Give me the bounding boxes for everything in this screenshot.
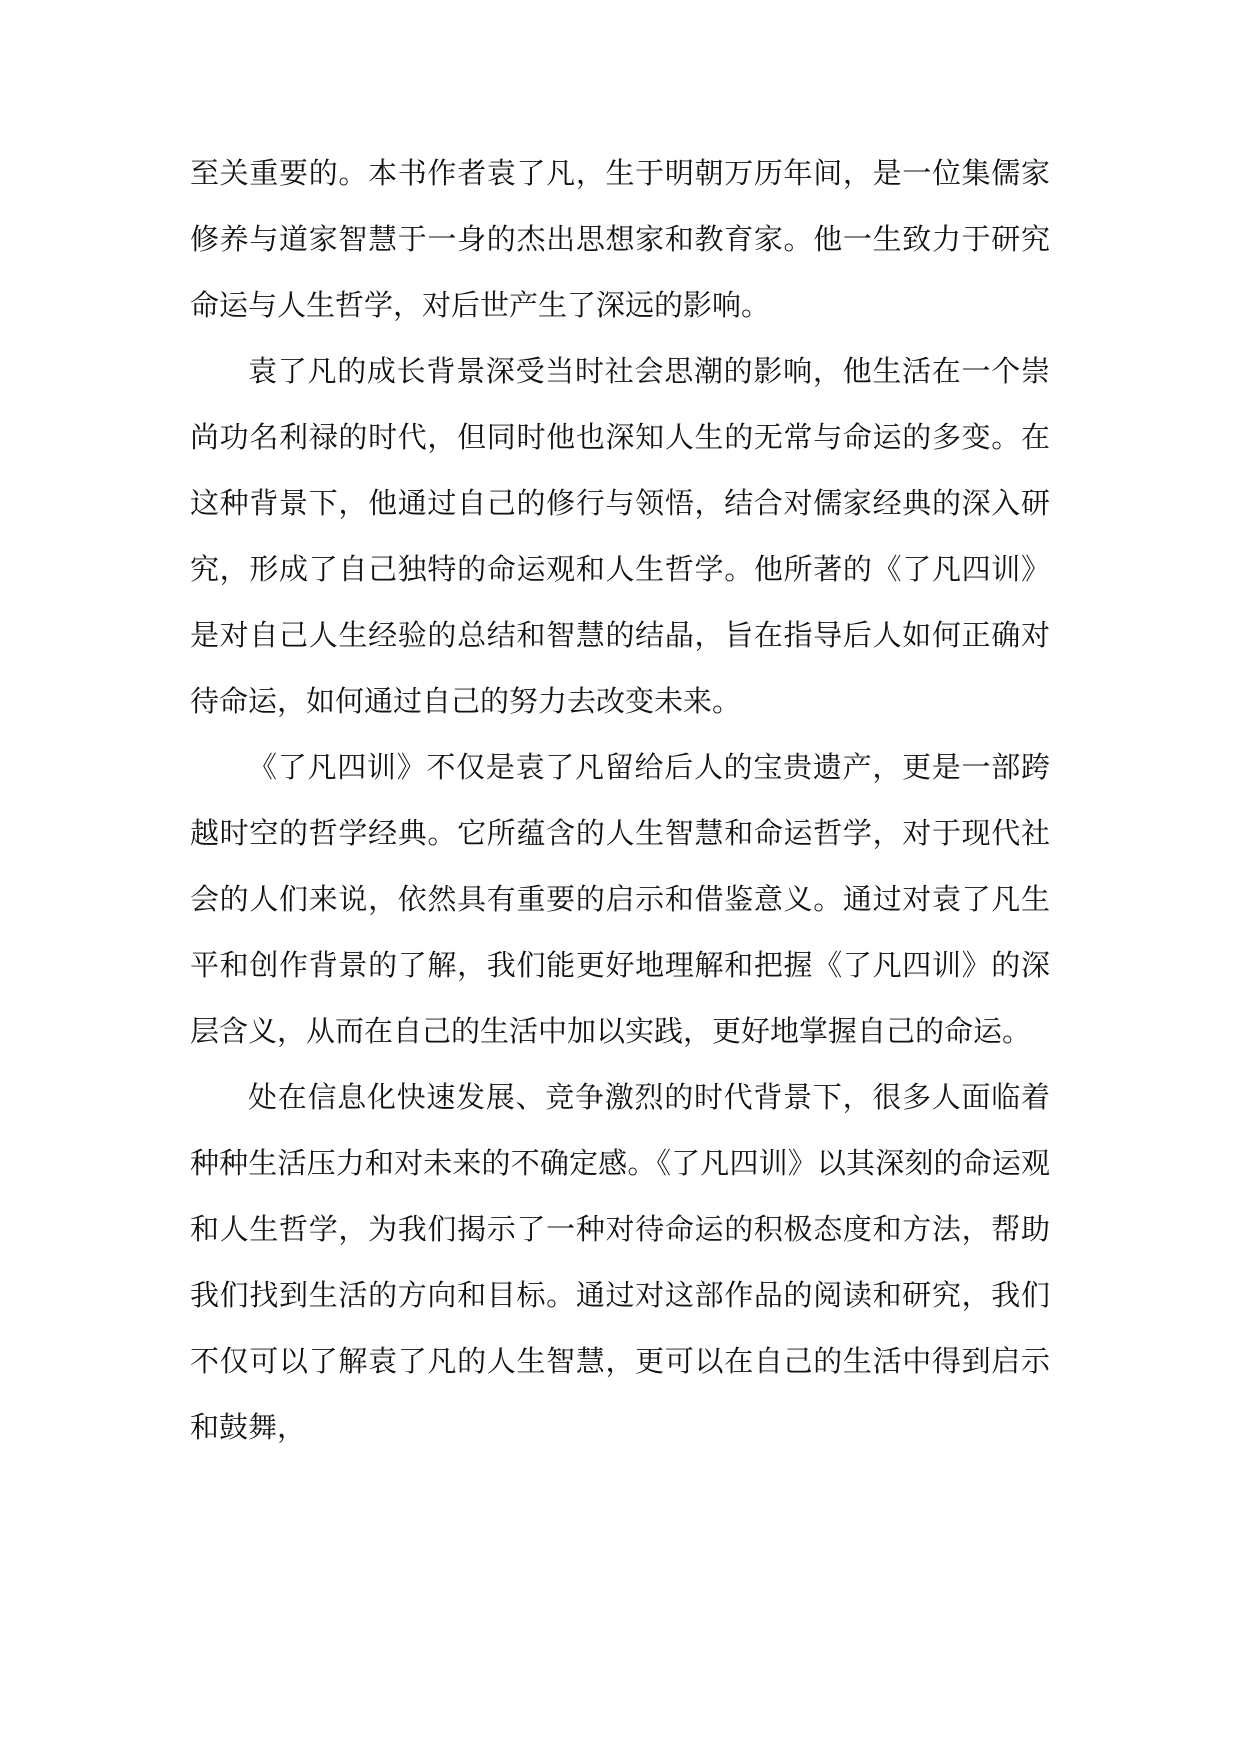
- document-body: [190, 140, 1050, 1460]
- paragraph-4: 处在信息化快速发展、竞争激烈的时代背景下，很多人面临着种种生活压力和对未来的不确定感。《了凡四训》以其深刻的命运观和人生哲学，为我们揭示了一种对待命运的积极态度和方法，帮助我们找到生活的方向和目标。通过对这部作品的阅读和研究，我们不仅可以了解袁了凡的人生智慧，更可以在自己的生活中得到启示和鼓舞，: [190, 1080, 1050, 1444]
- paragraph-3: 《了凡四训》不仅是袁了凡留给后人的宝贵遗产，更是一部跨越时空的哲学经典。它所蕴含的人生智慧和命运哲学，对于现代社会的人们来说，依然具有重要的启示和借鉴意义。通过对袁了凡生平和创作背景的了解，我们能更好地理解和把握《了凡四训》的深层含义，从而在自己的生活中加以实践，更好地掌握自己的命运。: [190, 750, 1050, 1048]
- paragraph-2: 袁了凡的成长背景深受当时社会思潮的影响，他生活在一个崇尚功名利禄的时代，但同时他也深知人生的无常与命运的多变。在这种背景下，他通过自己的修行与领悟，结合对儒家经典的深入研究，形成了自己独特的命运观和人生哲学。他所著的《了凡四训》是对自己人生经验的总结和智慧的结晶，旨在指导后人如何正确对待命运，如何通过自己的努力去改变未来。: [190, 354, 1050, 718]
- paragraph-1-continued: 至关重要的。本书作者袁了凡，生于明朝万历年间，是一位集儒家修养与道家智慧于一身的杰出思想家和教育家。他一生致力于研究命运与人生哲学，对后世产生了深远的影响。: [190, 156, 1050, 322]
